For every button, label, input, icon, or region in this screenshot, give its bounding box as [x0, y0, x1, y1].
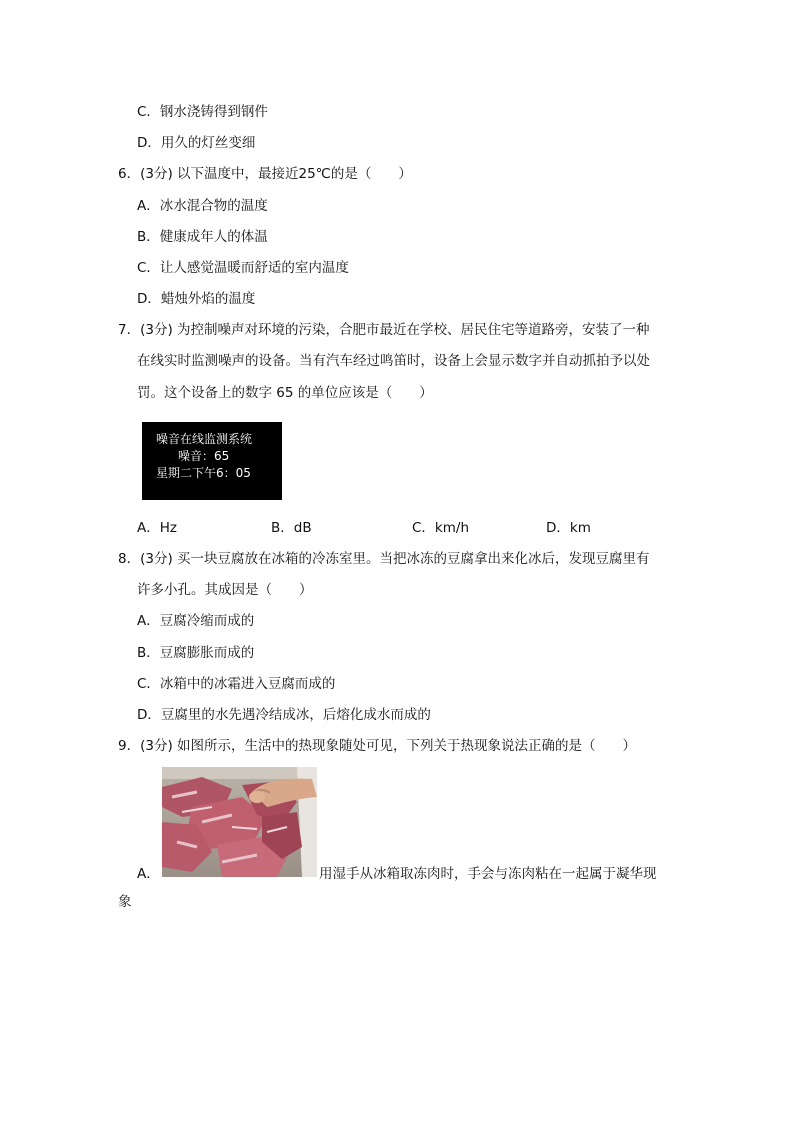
q6-option-a: A．冰水混合物的温度	[137, 198, 268, 214]
q7-option-c: C．km/h	[412, 520, 469, 536]
noise-monitor-reading: 噪音：65	[178, 449, 230, 463]
frozen-meat-image	[162, 767, 317, 877]
q8-stem-line-1: 8．(3分) 买一块豆腐放在冰箱的冷冻室里。当把冰冻的豆腐拿出来化冰后，发现豆腐里有	[118, 551, 650, 567]
q7-stem-line-1: 7．(3分) 为控制噪声对环境的污染，合肥市最近在学校、居民住宅等道路旁，安装了一种	[118, 322, 650, 338]
frozen-meat-photo	[162, 767, 317, 877]
q8-option-b: B．豆腐膨胀而成的	[137, 645, 255, 661]
q6-stem: 6．(3分) 以下温度中，最接近25℃的是（ ）	[118, 166, 412, 182]
q6-option-c: C．让人感觉温暖而舒适的室内温度	[137, 260, 349, 276]
q8-option-c: C．冰箱中的冰霜进入豆腐而成的	[137, 676, 336, 692]
q8-option-d: D．豆腐里的水先遇冷结成冰，后熔化成水而成的	[137, 707, 431, 723]
q5-option-d: D．用久的灯丝变细	[137, 135, 256, 151]
q8-stem-line-2: 许多小孔。其成因是（ ）	[137, 582, 313, 598]
q7-option-d: D．km	[546, 520, 591, 536]
q7-stem-line-3: 罚。这个设备上的数字 65 的单位应该是（ ）	[137, 385, 433, 401]
q9-option-a-text-cont: 象	[118, 894, 132, 910]
q8-option-a: A．豆腐冷缩而成的	[137, 613, 255, 629]
q5-option-c: C．钢水浇铸得到钢件	[137, 104, 268, 120]
noise-monitor-display	[142, 422, 282, 500]
q6-option-d: D．蜡烛外焰的温度	[137, 291, 256, 307]
q9-stem: 9．(3分) 如图所示，生活中的热现象随处可见，下列关于热现象说法正确的是（ ）	[118, 738, 637, 754]
noise-monitor-time: 星期二下午6：05	[156, 466, 251, 480]
q7-stem-line-2: 在线实时监测噪声的设备。当有汽车经过鸣笛时，设备上会显示数字并自动抓拍予以处	[137, 353, 650, 369]
q9-option-a-text: 用湿手从冰箱取冻肉时，手会与冻肉粘在一起属于凝华现	[319, 866, 657, 882]
q7-option-b: B．dB	[271, 520, 312, 536]
q7-option-a: A．Hz	[137, 520, 177, 536]
noise-monitor-title: 噪音在线监测系统	[156, 432, 253, 446]
q9-option-a-label: A．	[137, 866, 160, 882]
q6-option-b: B．健康成年人的体温	[137, 229, 268, 245]
